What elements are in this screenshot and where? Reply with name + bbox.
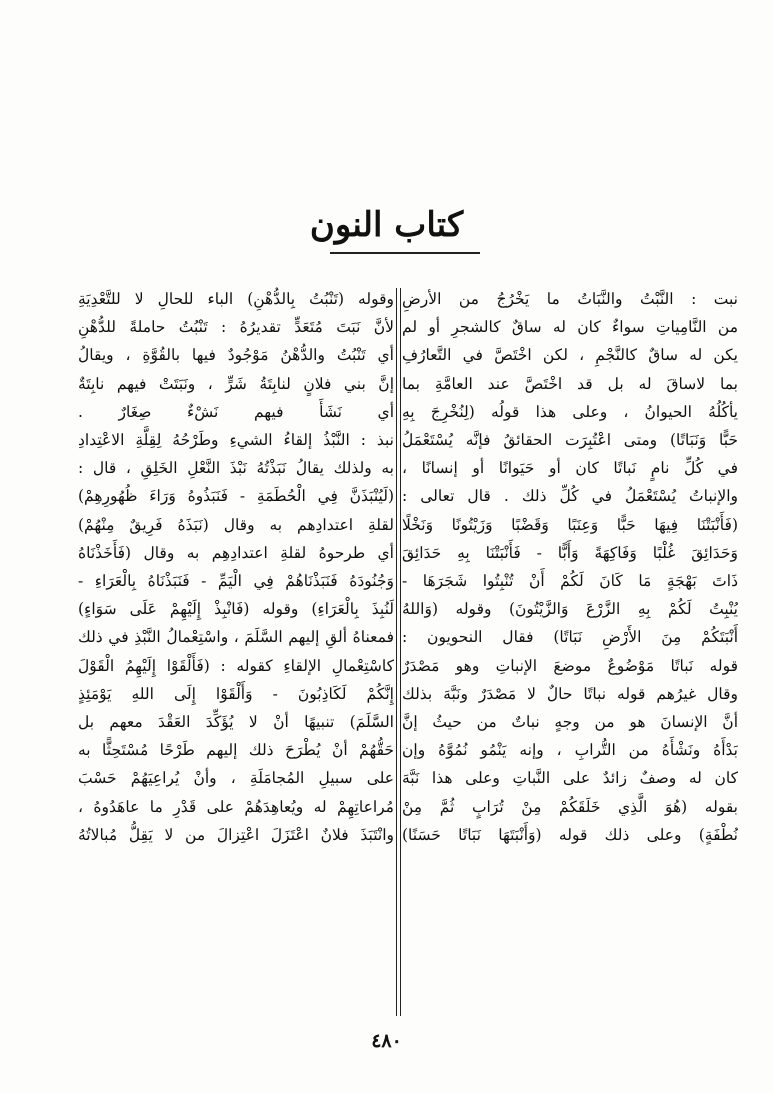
text-line: أَنْبَتَكُمْ مِنَ الأَرْضِ نَبَاتًا) فقال النحويون : — [402, 628, 738, 647]
text-line: في كُلِّ نامٍ نَباتًا كان أو حَيَوانًا أو إنسانًا ، — [402, 459, 738, 478]
text-line: يأكُلُهُ الحيوانُ ، وعلى هذا قولُه (لِنُخْرِجَ بِهِ — [402, 402, 738, 421]
text-line: حَبًّا وَنَبَاتًا) ومتى اعْتُبِرَت الحقائقُ فإنَّه يُسْتَعْمَلُ — [402, 431, 738, 450]
text-line: (فَأَنْبَتْنَا فِيهَا حَبًّا وَعِنَبًا وَقَضْبًا وَزَيْتُونًا وَنَخْلًا — [402, 515, 738, 534]
text-line: أي تَنْبُتُ والدُّهْنُ مَوْجُودٌ فيها بالقُوَّةِ ، ويقالُ — [78, 346, 394, 365]
column-divider — [396, 288, 401, 1016]
text-line: حَقُّهُمْ أنْ يُطْرَحَ ذلك إليهم طَرْحًا مُسْتَحِثًّا به — [78, 741, 394, 760]
text-line: على سبيلِ المُجامَلَةِ ، وأنْ يُراعِيَهُمْ حَسْبَ — [78, 769, 394, 788]
text-line: كان له وصفٌ زائدٌ على النَّباتِ وعلى هذا نَبَّهَ — [402, 769, 738, 788]
text-line: وَجُنُودَهُ فَنَبَذْنَاهُمْ فِي الْيَمِّ - فَنَبَذْنَاهُ بِالْعَرَاءِ - — [78, 572, 394, 591]
page-number: ٤٨٠ — [371, 1030, 402, 1052]
text-line: قوله نَباتًا مَوْضُوعٌ موضعَ الإنباتِ وهو مَصْدَرٌ — [402, 656, 738, 675]
text-line: لَنُبِذَ بِالْعَرَاءِ) وقوله (فَانْبِذْ إِلَيْهِمْ عَلَى سَوَاءٍ) — [78, 600, 394, 619]
text-line: نبذ : النَّبْذُ إلقاءُ الشيءِ وطَرْحُهُ لِقِلَّةِ الاعْتِدادِ — [78, 431, 394, 450]
text-line: (لَيُنْبَذَنَّ فِي الْحُطَمَةِ - فَنَبَذُوهُ وَرَاءَ ظُهُورِهِمْ) — [78, 487, 394, 506]
text-line: نبت : النَّبْتُ والنَّبَاتُ ما يَخْرُجُ من الأرضِ — [402, 290, 738, 308]
text-line: وقال غيرُهم قوله نباتًا حالٌ لا مَصْدَرٌ ونَبَّهَ بذلك — [402, 684, 738, 703]
text-line: ذَاتَ بَهْجَةٍ مَا كَانَ لَكُمْ أَنْ تُنْبِتُوا شَجَرَهَا - — [402, 572, 738, 591]
text-line: يكن له ساقٌ كالنَّجْمِ ، لكن اخْتَصَّ في التَّعارُفِ — [402, 346, 738, 365]
text-line: مُراعاتِهِمْ له ويُعاهِدَهُمْ على قَدْرِ ما عاهَدُوهُ ، — [78, 797, 394, 816]
text-line: فمعناهُ ألقِ إليهم السَّلَمَ ، واسْتِعْمالُ النَّبْذِ في ذلك — [78, 628, 394, 647]
title-underline — [330, 252, 480, 254]
text-line: السَّلَمَ) تنبيهًا أنْ لا يُؤَكِّدَ العَقْدَ معهم بل — [78, 713, 394, 732]
chapter-title: كتاب النون — [309, 205, 464, 245]
text-line: نُطْفَةٍ) وعلى ذلك قوله (وَأَنْبَتَهَا نَبَاتًا حَسَنًا) — [402, 825, 738, 844]
text-line: لأنَّ نَبَتَ مُتَعَدٍّ تقديرُهُ : تَنْبُتُ حاملةً للدُّهْنِ — [78, 318, 394, 337]
text-line: وانْتَبَذَ فلانٌ اعْتَزَلَ اعْتِزالَ من لا يَقِلُّ مُبالاتُهُ — [78, 825, 394, 844]
text-line: وَحَدَائِقَ غُلْبًا وَفَاكِهَةً وَأَبًّا - فَأَنْبَتْنَا بِهِ حَدَائِقَ — [402, 543, 738, 562]
text-line: به ولذلك يقالُ نَبَذْتُهُ نَبْذَ النَّعْلِ الخَلِقِ ، قال : — [78, 459, 394, 478]
text-line: إِنَّكُمْ لَكَاذِبُونَ - وَأَلْقَوْا إِلَى اللهِ يَوْمَئِذٍ — [78, 684, 394, 703]
text-line: بما لاساقَ له بل قد اخْتَصَّ عند العامَّةِ بما — [402, 374, 738, 393]
text-line: لقلةِ اعتدادِهم به وقال (نَبَذَهُ فَرِيقٌ مِنْهُمْ) — [78, 515, 394, 534]
right-column — [402, 285, 738, 849]
text-line: إنَّ بني فلانٍ لنابِتَةُ شَرٍّ ، ونَبَتَتْ فيهم نابِتَةٌ — [78, 374, 394, 393]
text-line: كاسْتِعْمالِ الإلقاءِ كقوله : (فَأَلْقَوْا إِلَيْهِمُ الْقَوْلَ — [78, 656, 394, 675]
text-line: أي طرحوهُ لقلةِ اعتدادِهِم به وقال (فَأَخَذْنَاهُ — [78, 543, 394, 562]
text-line: بقوله (هُوَ الَّذِي خَلَقَكُمْ مِنْ تُرَابٍ ثُمَّ مِنْ — [402, 797, 738, 816]
left-column — [78, 285, 394, 849]
text-line: والإنباتُ يُسْتَعْمَلُ في كُلِّ ذلك . قال تعالى : — [402, 487, 738, 506]
text-line: من النَّامِياتِ سواءٌ كان له ساقٌ كالشجرِ أو لم — [402, 318, 738, 337]
text-line: وقوله (تَنْبُتُ بِالدُّهْنِ) الباء للحالِ لا للتَّعْدِيَةِ — [78, 290, 394, 308]
text-line: أنَّ الإنسانَ هو من وجهٍ نباتٌ من حيثُ إنَّ — [402, 713, 738, 732]
text-line: أي نَشَأَ فيهم نَشْءٌ صِغَارٌ . — [78, 402, 394, 421]
text-line: بَدْأَهُ ونَشْأَهُ من التُّرابِ ، وإنه يَنْمُو نُمُوَّهُ وإن — [402, 741, 738, 760]
text-line: يُنْبِتُ لَكُمْ بِهِ الزَّرْعَ وَالزَّيْتُونَ) وقوله (وَاللهُ — [402, 600, 738, 619]
